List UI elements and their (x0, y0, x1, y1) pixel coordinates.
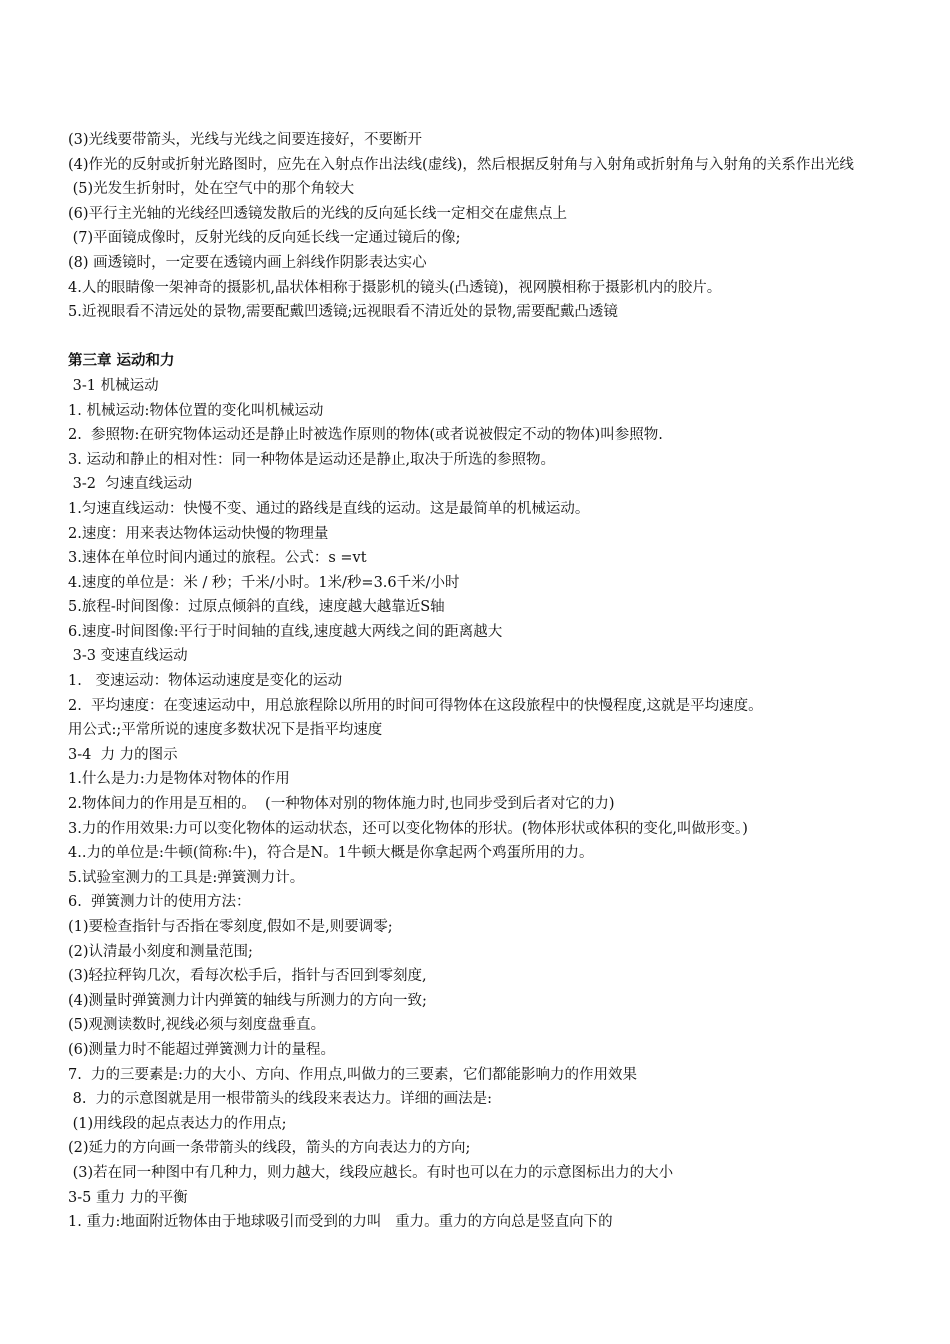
chapter-heading: 第三章 运动和力 (68, 353, 175, 370)
text-line: (2)认清最小刻度和测量范围; (68, 943, 253, 960)
text-line: 3.速体在单位时间内通过的旅程。公式：s =vt (68, 550, 367, 567)
section-title: 3-1 机械运动 (68, 377, 159, 394)
text-line: (5)光发生折射时，处在空气中的那个角较大 (68, 181, 355, 198)
text-line: 5.近视眼看不清远处的景物,需要配戴凹透镜;远视眼看不清近处的景物,需要配戴凸透镜 (68, 304, 618, 321)
text-line: 4..力的单位是:牛顿(简称:牛)，符合是N。1牛顿大概是你拿起两个鸡蛋所用的力。 (68, 845, 594, 862)
section-title: 3-4 力 力的图示 (68, 746, 178, 763)
text-line: 4.人的眼睛像一架神奇的摄影机,晶状体相称于摄影机的镜头(凸透镜)，视网膜相称于摄影机内的胶片。 (68, 279, 722, 296)
text-line: 1. 重力:地面附近物体由于地球吸引而受到的力叫 重力。重力的方向总是竖直向下的 (68, 1214, 613, 1231)
text-line: (6)测量力时不能超过弹簧测力计的量程。 (68, 1041, 336, 1058)
document-page (68, 128, 898, 1235)
text-line: 6. 弹簧测力计的使用方法： (68, 894, 251, 911)
text-line: (6)平行主光轴的光线经凹透镜发散后的光线的反向延长线一定相交在虚焦点上 (68, 205, 568, 222)
text-line: 5.旅程-时间图像：过原点倾斜的直线，速度越大越靠近S轴 (68, 599, 445, 616)
text-line: (4)作光的反射或折射光路图时，应先在入射点作出法线(虚线)，然后根据反射角与入射角或折射角与入射角的关系作出光线 (68, 156, 854, 173)
section-title: 3-5 重力 力的平衡 (68, 1189, 188, 1206)
text-line: 5.试验室测力的工具是:弹簧测力计。 (68, 869, 305, 886)
text-line: (1)要检查指针与否指在零刻度,假如不是,则要调零; (68, 919, 393, 935)
text-line: 用公式:;平常所说的速度多数状况下是指平均速度 (68, 722, 383, 739)
text-line: (3)轻拉秤钩几次，看每次松手后，指针与否回到零刻度, (68, 968, 427, 985)
text-line: 2.物体间力的作用是互相的。 (一种物体对别的物体施力时,也同步受到后者对它的力) (68, 796, 615, 813)
text-line: (3)若在同一种图中有几种力，则力越大，线段应越长。有时也可以在力的示意图标出力的大小 (68, 1164, 674, 1181)
section-title: 3-3 变速直线运动 (68, 648, 188, 665)
text-line: 7. 力的三要素是:力的大小、方向、作用点,叫做力的三要素，它们都能影响力的作用效果 (68, 1066, 638, 1083)
text-line: 6.速度-时间图像:平行于时间轴的直线,速度越大两线之间的距离越大 (68, 623, 503, 640)
text-line: (7)平面镜成像时，反射光线的反向延长线一定通过镜后的像; (68, 230, 461, 247)
section-title: 3-2 匀速直线运动 (68, 476, 193, 493)
text-line: 2. 参照物:在研究物体运动还是静止时被选作原则的物体(或者说被假定不动的物体)叫参照物. (68, 427, 663, 444)
text-line: 1. 机械运动:物体位置的变化叫机械运动 (68, 402, 324, 419)
text-line: 1.什么是力:力是物体对物体的作用 (68, 771, 290, 788)
motion-and-force-notes (68, 374, 898, 1235)
text-line: 2. 平均速度：在变速运动中，用总旅程除以所用的时间可得物体在这段旅程中的快慢程度,这就是平均速度。 (68, 697, 763, 714)
text-line: (4)测量时弹簧测力计内弹簧的轴线与所测力的方向一致; (68, 992, 427, 1009)
text-line: (2)延力的方向画一条带箭头的线段，箭头的方向表达力的方向; (68, 1140, 471, 1157)
text-line: 8. 力的示意图就是用一根带箭头的线段来表达力。详细的画法是: (68, 1091, 493, 1108)
section-gap (68, 325, 898, 350)
optics-notes (68, 128, 898, 325)
text-line: (5)观测读数时,视线必须与刻度盘垂直。 (68, 1017, 326, 1034)
text-line: 3.力的作用效果:力可以变化物体的运动状态，还可以变化物体的形状。(物体形状或体积的变化,叫做形变。) (68, 820, 748, 837)
text-line: (1)用线段的起点表达力的作用点; (68, 1115, 287, 1132)
text-line: (3)光线要带箭头，光线与光线之间要连接好，不要断开 (68, 132, 423, 148)
text-line: 4.速度的单位是：米 / 秒；千米/小时。1米/秒=3.6千米/小时 (68, 574, 460, 591)
text-line: (8) 画透镜时，一定要在透镜内画上斜线作阴影表达实心 (68, 254, 427, 271)
text-line: 2.速度：用来表达物体运动快慢的物理量 (68, 525, 329, 542)
text-line: 1. 变速运动：物体运动速度是变化的运动 (68, 673, 343, 690)
text-line: 1.匀速直线运动：快慢不变、通过的路线是直线的运动。这是最简单的机械运动。 (68, 500, 590, 517)
text-line: 3. 运动和静止的相对性：同一种物体是运动还是静止,取决于所选的参照物。 (68, 451, 556, 468)
